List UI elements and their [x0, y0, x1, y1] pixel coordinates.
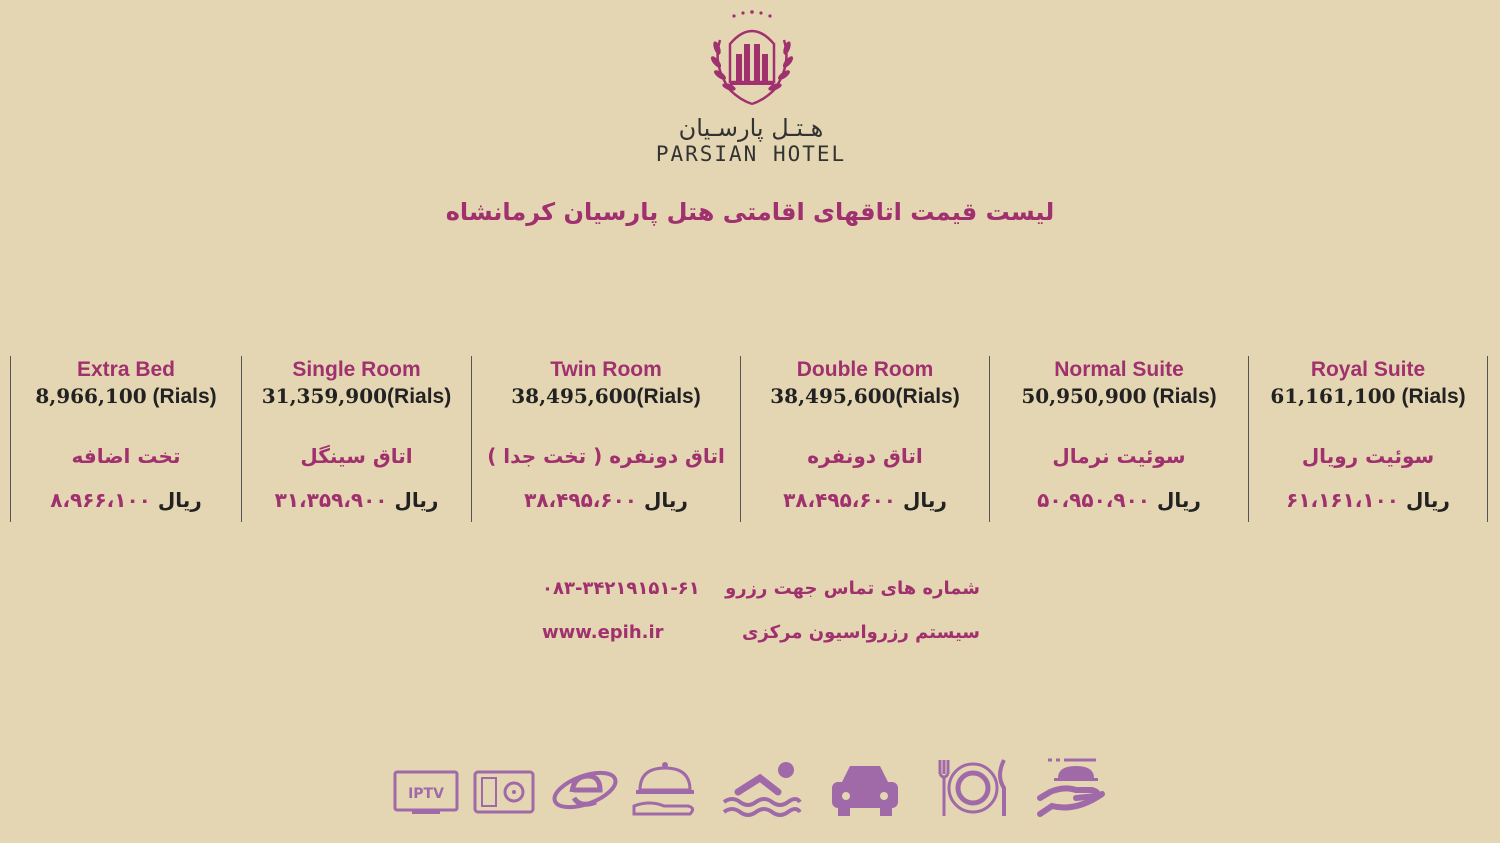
room-column-royal-suite [1248, 356, 1488, 522]
website-link[interactable]: www.epih.ir [542, 622, 664, 643]
restaurant-icon [934, 755, 1012, 821]
room-column-twin [471, 356, 740, 522]
safe-box-icon [472, 755, 536, 821]
website-label: سیستم رزرواسیون مرکزی [741, 622, 980, 643]
room-name-fa: اتاق دونفره ( تخت جدا ) [487, 444, 725, 468]
internet-explorer-icon [550, 755, 620, 821]
room-price-fa: ریال ۶۱،۱۶۱،۱۰۰ [1286, 488, 1450, 512]
room-name-en: Twin Room [550, 358, 662, 381]
taxi-icon [828, 755, 902, 821]
phone-number-link[interactable]: ۰۸۳-۳۴۲۱۹۱۵۱-۶۱ [542, 578, 700, 599]
hotel-emblem-icon [700, 10, 804, 110]
room-price-fa: ریال ۳۸،۴۹۵،۶۰۰ [524, 488, 688, 512]
room-name-en: Single Room [292, 358, 421, 381]
iptv-label: IPTV [408, 786, 444, 802]
amenity-icons-bar [390, 755, 1110, 821]
room-name-en: Double Room [796, 358, 934, 381]
room-price-en: 38,495,600(Rials) [511, 384, 701, 408]
room-name-fa: اتاق سینگل [300, 444, 413, 468]
room-name-fa: سوئیت رویال [1301, 444, 1435, 468]
room-column-double [740, 356, 989, 522]
room-name-en: Normal Suite [1054, 358, 1184, 381]
room-price-en: 31,359,900(Rials) [261, 384, 452, 408]
room-name-fa: اتاق دونفره [807, 444, 923, 468]
contact-info [520, 578, 990, 658]
room-name-en: Extra Bed [76, 358, 176, 381]
room-price-fa: ریال ۳۱،۳۵۹،۹۰۰ [274, 488, 439, 512]
room-service-icon [630, 755, 700, 821]
room-name-fa: تخت اضافه [71, 444, 181, 468]
room-price-fa: ریال ۳۸،۴۹۵،۶۰۰ [783, 488, 947, 512]
room-column-single [241, 356, 471, 522]
room-price-fa: ریال ۸،۹۶۶،۱۰۰ [50, 488, 202, 512]
room-name-en: Royal Suite [1310, 358, 1426, 381]
hotel-logo [640, 10, 862, 165]
room-price-en: 50,950,900 (Rials) [1021, 384, 1217, 408]
bellhop-service-icon [1036, 755, 1108, 821]
phone-label: شماره های تماس جهت رزرو [725, 578, 980, 599]
room-price-en: 61,161,100 (Rials) [1270, 384, 1466, 408]
room-column-extra-bed [10, 356, 241, 522]
room-price-list [10, 356, 1490, 522]
room-price-fa: ریال ۵۰،۹۵۰،۹۰۰ [1037, 488, 1201, 512]
room-price-en: 38,495,600(Rials) [770, 384, 960, 408]
logo-text-en: PARSIAN HOTEL [655, 142, 847, 166]
room-price-en: 8,966,100 (Rials) [35, 384, 217, 408]
logo-text-fa: هـتـل پارسـيان [678, 114, 824, 142]
page-title: لیست قیمت اتاقهای اقامتی هتل پارسیان کرمانشاه [445, 198, 1055, 226]
room-column-normal-suite [989, 356, 1248, 522]
swimming-pool-icon [720, 755, 802, 821]
room-name-fa: سوئیت نرمال [1052, 444, 1186, 468]
iptv-icon [392, 755, 460, 821]
